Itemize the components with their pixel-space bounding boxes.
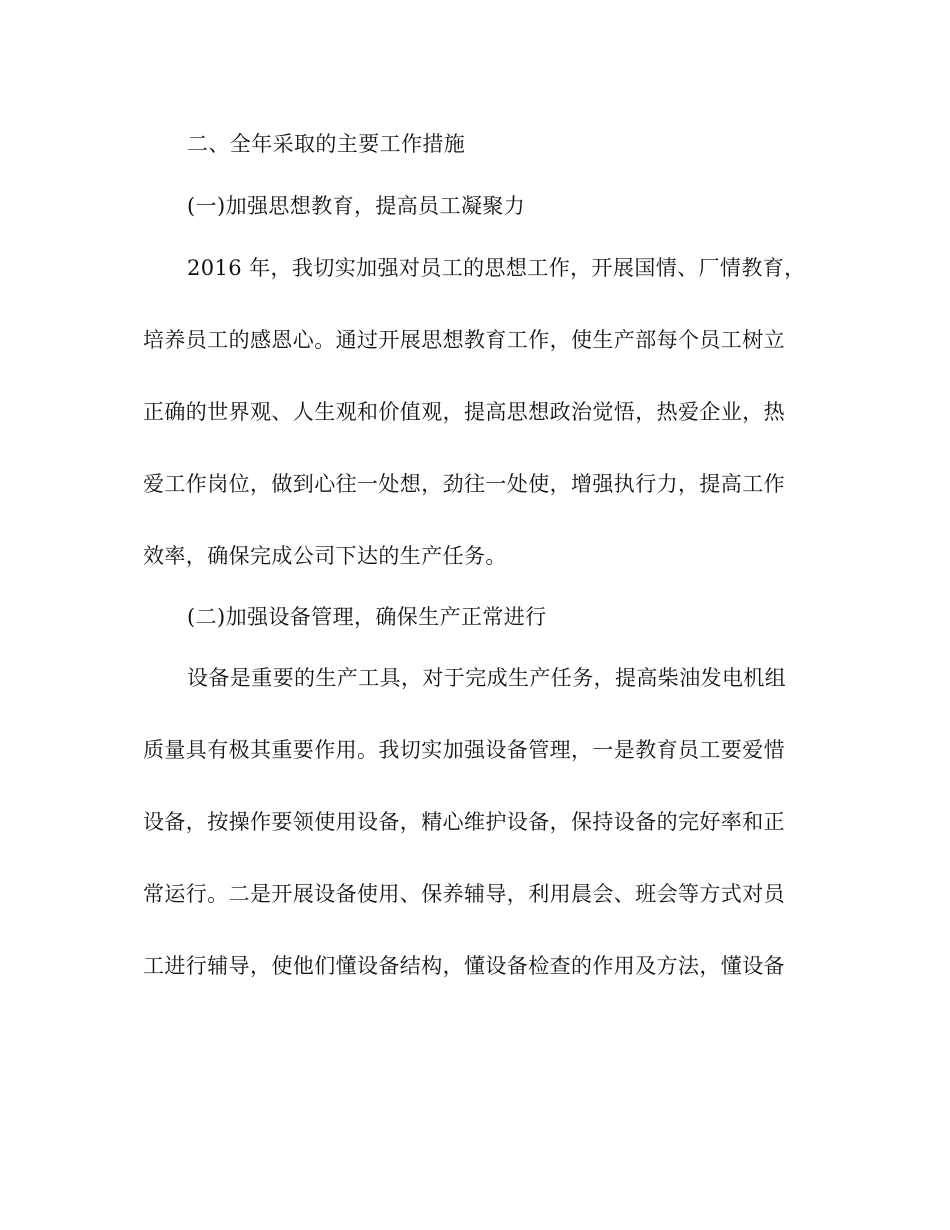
paragraph-line: 质量具有极其重要作用。我切实加强设备管理，一是教育员工要爱惜 — [143, 738, 785, 762]
paragraph-line: 工进行辅导，使他们懂设备结构，懂设备检查的作用及方法，懂设备 — [143, 954, 785, 978]
paragraph-line: 正确的世界观、人生观和价值观，提高思想政治觉悟，热爱企业，热 — [143, 400, 785, 424]
section-heading: 二、全年采取的主要工作措施 — [187, 132, 466, 156]
paragraph-line: 设备，按操作要领使用设备，精心维护设备，保持设备的完好率和正 — [143, 810, 785, 834]
paragraph-line: 设备是重要的生产工具，对于完成生产任务，提高柴油发电机组 — [187, 666, 787, 690]
paragraph-line: 2016 年，我切实加强对员工的思想工作，开展国情、厂情教育， — [187, 256, 806, 280]
paragraph-line: 培养员工的感恩心。通过开展思想教育工作，使生产部每个员工树立 — [143, 328, 785, 352]
subsection-title-1: (一)加强思想教育，提高员工凝聚力 — [187, 194, 526, 218]
paragraph-line: 爱工作岗位，做到心往一处想，劲往一处使，增强执行力，提高工作 — [143, 472, 785, 496]
paragraph-line: 常运行。二是开展设备使用、保养辅导，利用晨会、班会等方式对员 — [143, 882, 785, 906]
subsection-title-2: (二)加强设备管理，确保生产正常进行 — [187, 605, 547, 629]
paragraph-line: 效率，确保完成公司下达的生产任务。 — [143, 544, 507, 568]
